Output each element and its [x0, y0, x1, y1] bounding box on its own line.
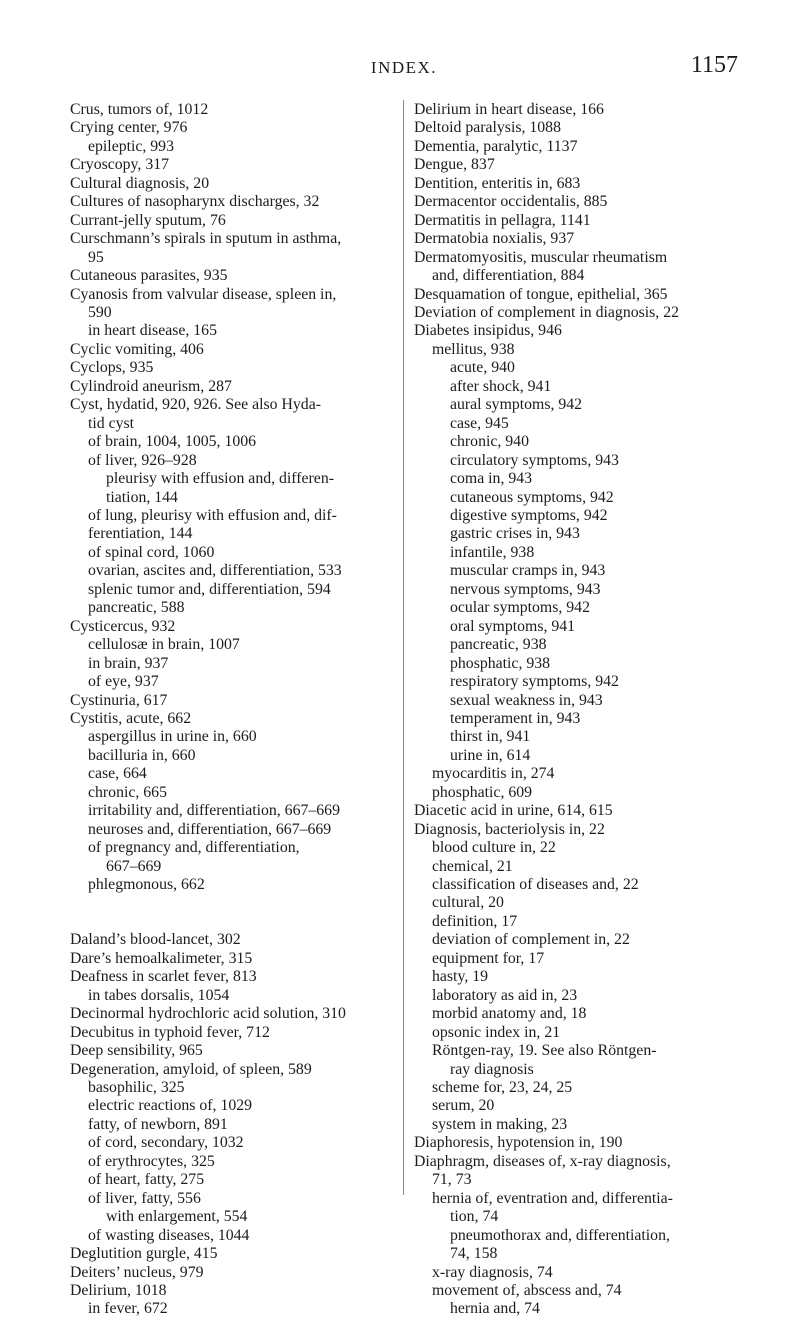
- index-entry: Deglutition gurgle, 415: [70, 1245, 218, 1263]
- index-entry: of pregnancy and, differentiation,: [88, 839, 300, 857]
- index-entry: hernia and, 74: [450, 1300, 540, 1318]
- index-entry: Degeneration, amyloid, of spleen, 589: [70, 1060, 312, 1078]
- index-entry: epileptic, 993: [88, 137, 174, 155]
- index-entry: 667–669: [106, 857, 162, 875]
- index-entry: system in making, 23: [432, 1115, 568, 1133]
- index-entry: morbid anatomy and, 18: [432, 1005, 587, 1023]
- index-entry: Deltoid paralysis, 1088: [414, 119, 561, 137]
- index-entry: Cultural diagnosis, 20: [70, 174, 210, 192]
- blank-line: [70, 913, 380, 931]
- index-entry: basophilic, 325: [88, 1079, 185, 1097]
- index-entry: digestive symptoms, 942: [450, 506, 608, 524]
- index-entry: phosphatic, 609: [432, 783, 533, 801]
- index-entry: muscular cramps in, 943: [450, 562, 606, 580]
- index-entry: deviation of complement in, 22: [432, 931, 630, 949]
- index-entry: of liver, fatty, 556: [88, 1189, 201, 1207]
- index-entry: Cryoscopy, 317: [70, 156, 170, 174]
- index-entry: ray diagnosis: [450, 1060, 534, 1078]
- index-entry: Cyclic vomiting, 406: [70, 340, 204, 358]
- index-entry: cutaneous symptoms, 942: [450, 488, 614, 506]
- index-entry: 71, 73: [432, 1171, 472, 1189]
- index-entry: nervous symptoms, 943: [450, 580, 601, 598]
- index-entry: and, differentiation, 884: [432, 267, 585, 285]
- index-entry: case, 945: [450, 414, 509, 432]
- index-entry: Cysticercus, 932: [70, 617, 176, 635]
- index-entry: of brain, 1004, 1005, 1006: [88, 433, 257, 451]
- index-entry: Cystitis, acute, 662: [70, 709, 192, 727]
- index-entry: Cyclops, 935: [70, 359, 154, 377]
- index-entry: aspergillus in urine in, 660: [88, 728, 257, 746]
- index-entry: of wasting diseases, 1044: [88, 1226, 250, 1244]
- index-entry: Crying center, 976: [70, 119, 188, 137]
- index-entry: Deep sensibility, 965: [70, 1042, 203, 1060]
- blank-line: [70, 894, 380, 912]
- index-entry: classification of diseases and, 22: [432, 876, 639, 894]
- index-entry: Diagnosis, bacteriolysis in, 22: [414, 820, 605, 838]
- index-entry: Dementia, paralytic, 1137: [414, 137, 578, 155]
- index-entry: of lung, pleurisy with effusion and, dif-: [88, 506, 337, 524]
- index-entry: Delirium in heart disease, 166: [414, 101, 604, 118]
- index-entry: irritability and, differentiation, 667–669: [88, 802, 340, 820]
- index-entry: urine in, 614: [450, 746, 531, 764]
- index-entry: Deafness in scarlet fever, 813: [70, 968, 257, 986]
- index-entry: Diaphoresis, hypotension in, 190: [414, 1134, 623, 1152]
- index-entry: laboratory as aid in, 23: [432, 986, 578, 1004]
- index-entry: ovarian, ascites and, differentiation, 533: [88, 562, 342, 580]
- index-entry: Dermatobia noxialis, 937: [414, 230, 575, 248]
- index-entry: 74, 158: [450, 1245, 498, 1263]
- page-number: 1157: [690, 52, 738, 78]
- index-entry: Deiters’ nucleus, 979: [70, 1263, 204, 1281]
- index-entry: pneumothorax and, differentiation,: [450, 1226, 670, 1244]
- index-entry: of spinal cord, 1060: [88, 543, 215, 561]
- index-entry: Dermacentor occidentalis, 885: [414, 193, 608, 211]
- index-entry: cellulosæ in brain, 1007: [88, 636, 240, 654]
- index-entry: ferentiation, 144: [88, 525, 193, 543]
- index-entry: gastric crises in, 943: [450, 525, 580, 543]
- index-entry: chronic, 940: [450, 433, 529, 451]
- index-entry: neuroses and, differentiation, 667–669: [88, 820, 332, 838]
- index-entry: circulatory symptoms, 943: [450, 451, 619, 469]
- index-entry: Cultures of nasopharynx discharges, 32: [70, 193, 320, 211]
- index-entry: myocarditis in, 274: [432, 765, 555, 783]
- index-entry: tion, 74: [450, 1208, 499, 1226]
- index-entry: Decinormal hydrochloric acid solution, 310: [70, 1005, 346, 1023]
- index-entry: aural symptoms, 942: [450, 396, 583, 414]
- index-entry: Desquamation of tongue, epithelial, 365: [414, 285, 668, 303]
- index-entry: of cord, secondary, 1032: [88, 1134, 244, 1152]
- index-entry: cultural, 20: [432, 894, 504, 912]
- index-entry: ocular symptoms, 942: [450, 599, 590, 617]
- index-entry: thirst in, 941: [450, 728, 531, 746]
- index-entry: 95: [88, 248, 104, 266]
- index-entry: pancreatic, 938: [450, 636, 547, 654]
- page-header: [70, 52, 738, 82]
- index-entry: Dermatomyositis, muscular rheumatism: [414, 248, 668, 266]
- index-entry: respiratory symptoms, 942: [450, 673, 619, 691]
- index-entry: of heart, fatty, 275: [88, 1171, 205, 1189]
- index-column-right: [414, 101, 746, 1319]
- index-entry: in heart disease, 165: [88, 322, 217, 340]
- index-entry: phosphatic, 938: [450, 654, 551, 672]
- index-entry: Dengue, 837: [414, 156, 495, 174]
- index-entry: phlegmonous, 662: [88, 876, 205, 894]
- index-entry: opsonic index in, 21: [432, 1023, 561, 1041]
- index-entry: case, 664: [88, 765, 147, 783]
- index-entry: of eye, 937: [88, 673, 159, 691]
- index-entry: Currant-jelly sputum, 76: [70, 211, 226, 229]
- index-entry: temperament in, 943: [450, 709, 581, 727]
- index-entry: Cylindroid aneurism, 287: [70, 377, 232, 395]
- index-entry: tiation, 144: [106, 488, 178, 506]
- index-entry: movement of, abscess and, 74: [432, 1282, 622, 1299]
- index-entry: coma in, 943: [450, 470, 533, 488]
- index-entry: splenic tumor and, differentiation, 594: [88, 580, 331, 598]
- index-entry: chronic, 665: [88, 783, 167, 801]
- index-entry: Dermatitis in pellagra, 1141: [414, 211, 591, 229]
- index-entry: after shock, 941: [450, 377, 552, 395]
- index-entry: fatty, of newborn, 891: [88, 1115, 228, 1133]
- index-entry: Crus, tumors of, 1012: [70, 101, 209, 118]
- index-entry: in brain, 937: [88, 654, 169, 672]
- index-entry: Decubitus in typhoid fever, 712: [70, 1023, 270, 1041]
- index-entry: blood culture in, 22: [432, 839, 556, 857]
- column-divider: [403, 100, 404, 1195]
- index-entry: tid cyst: [88, 414, 135, 432]
- index-entry: Röntgen-ray, 19. See also Röntgen-: [432, 1042, 657, 1060]
- index-entry: Curschmann’s spirals in sputum in asthma,: [70, 230, 342, 248]
- index-entry: sexual weakness in, 943: [450, 691, 603, 709]
- index-entry: of erythrocytes, 325: [88, 1152, 215, 1170]
- index-entry: Dare’s hemoalkalimeter, 315: [70, 949, 253, 967]
- index-entry: acute, 940: [450, 359, 515, 377]
- index-entry: Delirium, 1018: [70, 1282, 167, 1299]
- index-entry: 590: [88, 303, 112, 321]
- index-entry: pleurisy with effusion and, differen-: [106, 470, 334, 488]
- index-entry: Cystinuria, 617: [70, 691, 168, 709]
- page-title: INDEX.: [370, 58, 438, 77]
- index-entry: Cyanosis from valvular disease, spleen in,: [70, 285, 337, 303]
- index-column-left: [70, 101, 380, 1319]
- index-entry: Cyst, hydatid, 920, 926. See also Hyda-: [70, 396, 321, 414]
- index-entry: electric reactions of, 1029: [88, 1097, 253, 1115]
- index-entry: of liver, 926–928: [88, 451, 197, 469]
- index-entry: hasty, 19: [432, 968, 489, 986]
- index-entry: bacilluria in, 660: [88, 746, 196, 764]
- index-entry: serum, 20: [432, 1097, 495, 1115]
- index-entry: oral symptoms, 941: [450, 617, 576, 635]
- index-entry: in fever, 672: [88, 1300, 168, 1318]
- index-entry: pancreatic, 588: [88, 599, 185, 617]
- index-entry: Dentition, enteritis in, 683: [414, 174, 581, 192]
- index-entry: Daland’s blood-lancet, 302: [70, 931, 241, 949]
- index-entry: in tabes dorsalis, 1054: [88, 986, 230, 1004]
- index-entry: Cutaneous parasites, 935: [70, 267, 228, 285]
- index-entry: Deviation of complement in diagnosis, 22: [414, 303, 679, 321]
- index-entry: Diacetic acid in urine, 614, 615: [414, 802, 613, 820]
- index-entry: infantile, 938: [450, 543, 535, 561]
- index-entry: mellitus, 938: [432, 340, 515, 358]
- index-entry: x-ray diagnosis, 74: [432, 1263, 553, 1281]
- index-entry: Diabetes insipidus, 946: [414, 322, 562, 340]
- index-entry: scheme for, 23, 24, 25: [432, 1079, 573, 1097]
- index-entry: with enlargement, 554: [106, 1208, 248, 1226]
- index-entry: equipment for, 17: [432, 949, 545, 967]
- index-entry: chemical, 21: [432, 857, 513, 875]
- index-entry: Diaphragm, diseases of, x-ray diagnosis,: [414, 1152, 671, 1170]
- index-entry: hernia of, eventration and, differentia-: [432, 1189, 673, 1207]
- index-entry: definition, 17: [432, 912, 518, 930]
